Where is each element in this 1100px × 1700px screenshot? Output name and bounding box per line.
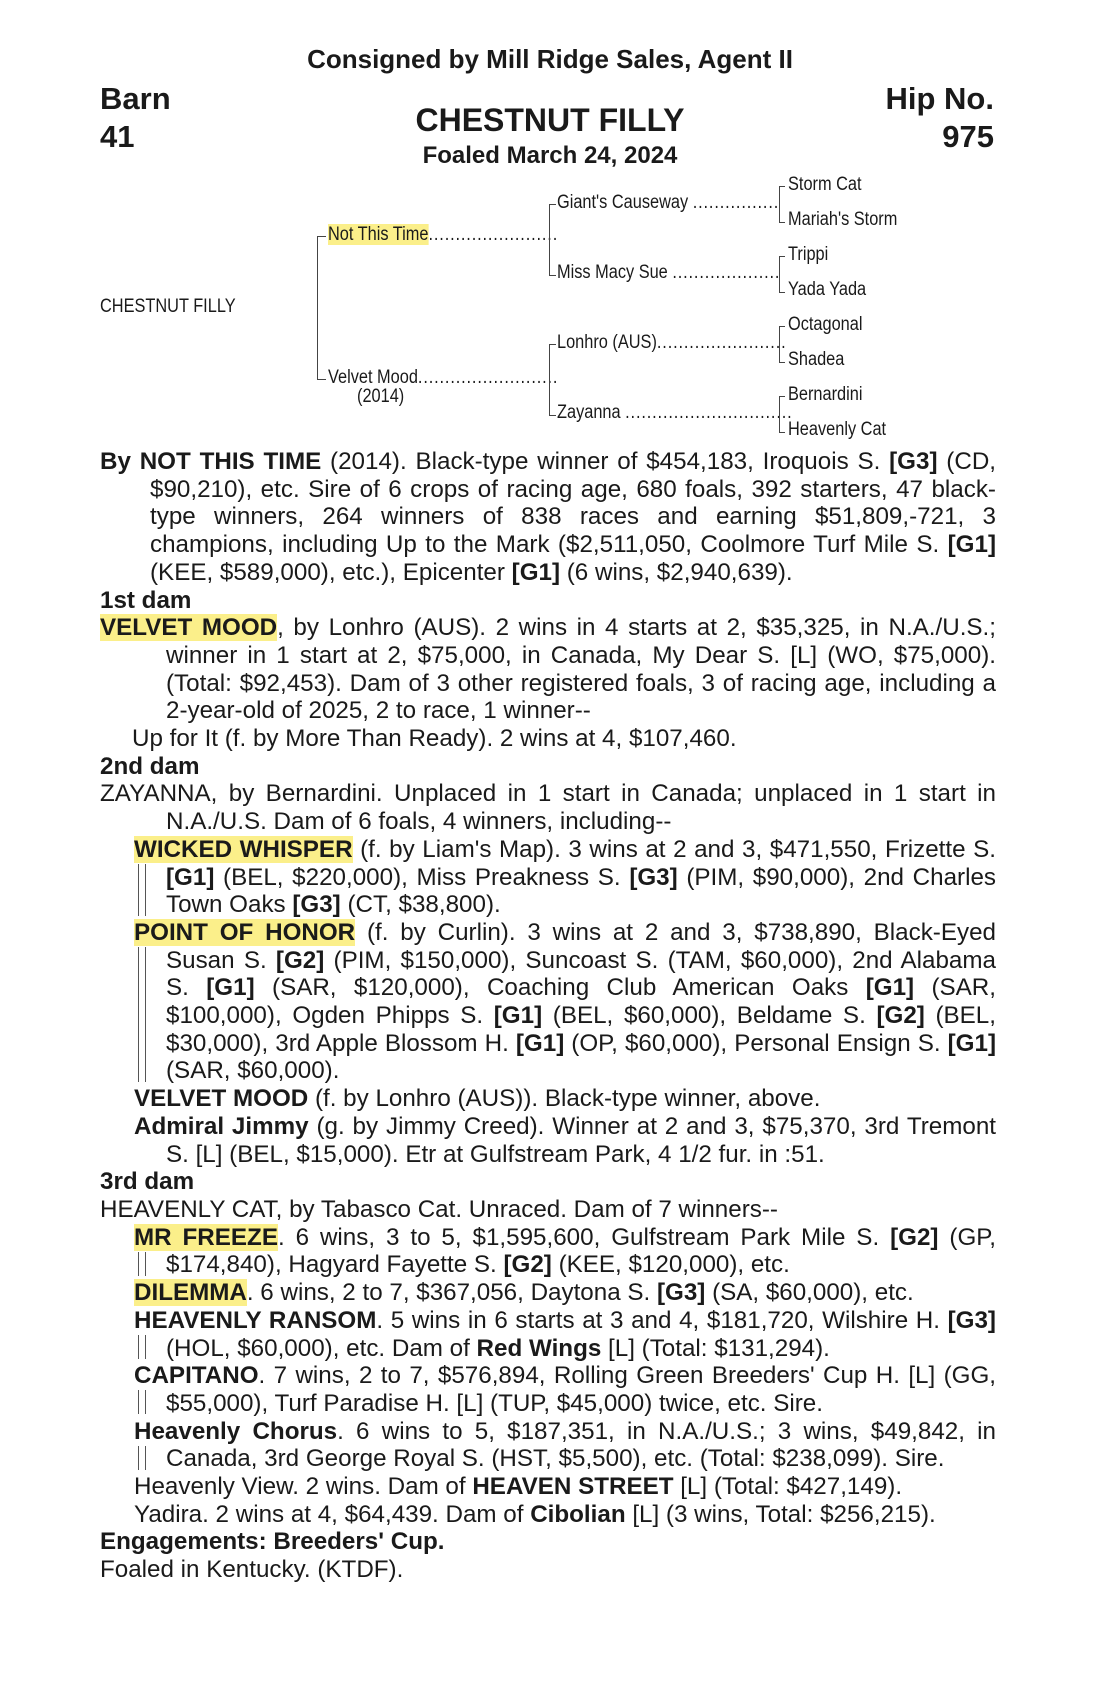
pedigree-g7: Bernardini xyxy=(788,384,863,405)
second-dam-intro: ZAYANNA, by Bernardini. Unplaced in 1 start in Canada; unplaced in 1 start in N.A./U.S. Dam of 6 foals, 4 winners, including-- xyxy=(100,780,996,836)
pedigree-sire-dam: Miss Macy Sue .................... xyxy=(557,262,781,283)
produce-entry: HEAVENLY RANSOM. 5 wins in 6 starts at 3 and 4, $181,720, Wilshire H. [G3] (HOL, $60,000), etc. Dam of Red Wings [L] (Total: $131,294). xyxy=(134,1306,996,1362)
third-dam-heading: 3rd dam xyxy=(100,1168,195,1196)
produce-entry: WICKED WHISPER (f. by Liam's Map). 3 wins at 2 and 3, $471,550, Frizette S. [G1] (BEL, $220,000), Miss Preakness S. [G3] (PIM, $90,000), 2nd Charles Town Oaks [G3] (CT, $38,800). xyxy=(134,835,996,919)
pedigree-g3: Trippi xyxy=(788,244,829,265)
pedigree-g8: Heavenly Cat xyxy=(788,419,887,440)
barn-label: Barn xyxy=(100,81,171,116)
barn-number: 41 xyxy=(100,119,135,154)
pedigree-subject: CHESTNUT FILLY xyxy=(100,296,236,317)
pedigree-g6: Shadea xyxy=(788,349,845,370)
consignor-line: Consigned by Mill Ridge Sales, Agent II xyxy=(307,44,793,74)
hip-number: 975 xyxy=(942,119,994,154)
first-dam-heading: 1st dam xyxy=(100,586,192,614)
pedigree-dam-sire: Lonhro (AUS)........................ xyxy=(557,332,787,353)
pedigree-g1: Storm Cat xyxy=(788,174,862,195)
produce-entry: Yadira. 2 wins at 4, $64,439. Dam of Cibolian [L] (3 wins, Total: $256,215). xyxy=(134,1500,936,1528)
third-dam-intro: HEAVENLY CAT, by Tabasco Cat. Unraced. Dam of 7 winners-- xyxy=(100,1195,778,1223)
foaled-in: Foaled in Kentucky. (KTDF). xyxy=(100,1556,404,1584)
pedigree-sire: Not This Time........................ xyxy=(328,224,559,245)
produce-entry: Admiral Jimmy (g. by Jimmy Creed). Winner at 2 and 3, $75,370, 3rd Tremont S. [L] (BEL, $15,000). Etr at Gulfstream Park, 4 1/2 fur. in :51. xyxy=(134,1112,996,1168)
first-dam-foal: Up for It (f. by More Than Ready). 2 wins at 4, $107,460. xyxy=(132,725,737,753)
produce-entry: Heavenly Chorus. 6 wins to 5, $187,351, in N.A./U.S.; 3 wins, $49,842, in Canada, 3rd George Royal S. (HST, $5,500), etc. (Total: $238,099). Sire. xyxy=(134,1417,996,1473)
pedigree-g4: Yada Yada xyxy=(788,279,867,300)
produce-entry: POINT OF HONOR (f. by Curlin). 3 wins at 2 and 3, $738,890, Black-Eyed Susan S. [G2] (PIM, $150,000), Suncoast S. (TAM, $60,000), 2nd Alabama S. [G1] (SAR, $120,000), Coaching Club American Oaks [G1] (SAR, $100,000), Ogden Phipps S. [G1] (BEL, $60,000), Beldame S. [G2] (BEL, $30,000), 3rd Apple Blossom H. [G1] (OP, $60,000), Personal Ensign S. [G1] (SAR, $60,000). xyxy=(134,918,996,1085)
pedigree-g2: Mariah's Storm xyxy=(788,209,898,230)
foaled-date: Foaled March 24, 2024 xyxy=(422,142,678,169)
sire-paragraph: By NOT THIS TIME (2014). Black-type winner of $454,183, Iroquois S. [G3] (CD, $90,210), etc. Sire of 6 crops of racing age, 680 foals, 392 starters, 47 black-type winners, 264 winners of 838 races and earning $51,809,-721, 3 champions, including Up to the Mark ($2,511,050, Coolmore Turf Mile S. [G1] (KEE, $589,000), etc.), Epicenter [G1] (6 wins, $2,940,639). xyxy=(100,448,997,586)
catalog-body xyxy=(100,448,996,1584)
produce-entry: DILEMMA. 6 wins, 2 to 7, $367,056, Daytona S. [G3] (SA, $60,000), etc. xyxy=(134,1279,914,1307)
pedigree-sire-sire: Giant's Causeway ................ xyxy=(557,192,780,213)
page-title: CHESTNUT FILLY xyxy=(415,102,685,138)
produce-entry: MR FREEZE. 6 wins, 3 to 5, $1,595,600, Gulfstream Park Mile S. [G2] (GP, $174,840), Hagyard Fayette S. [G2] (KEE, $120,000), etc. xyxy=(134,1223,996,1279)
pedigree-dam-year: (2014) xyxy=(357,386,405,407)
hip-label: Hip No. xyxy=(885,81,994,116)
produce-entry: VELVET MOOD (f. by Lonhro (AUS)). Black-type winner, above. xyxy=(134,1085,821,1113)
first-dam-paragraph: VELVET MOOD, by Lonhro (AUS). 2 wins in 4 starts at 2, $35,325, in N.A./U.S.; winner in 1 start at 2, $75,000, in Canada, My Dear S. [L] (WO, $75,000). (Total: $92,453). Dam of 3 other registered foals, 3 of racing age, including a 2-year-old of 2025, 2 to race, 1 winner-- xyxy=(100,614,996,725)
pedigree-dam-dam: Zayanna ............................... xyxy=(557,402,793,423)
produce-entry: CAPITANO. 7 wins, 2 to 7, $576,894, Rolling Green Breeders' Cup H. [L] (GG, $55,000), Turf Paradise H. [L] (TUP, $45,000) twice, etc. Sire. xyxy=(134,1362,996,1417)
second-dam-heading: 2nd dam xyxy=(100,752,200,780)
engagements: Engagements: Breeders' Cup. xyxy=(100,1528,445,1556)
produce-entry: Heavenly View. 2 wins. Dam of HEAVEN STREET [L] (Total: $427,149). xyxy=(134,1473,903,1501)
pedigree-g5: Octagonal xyxy=(788,314,863,335)
pedigree-dam: Velvet Mood.......................... xyxy=(328,367,559,388)
